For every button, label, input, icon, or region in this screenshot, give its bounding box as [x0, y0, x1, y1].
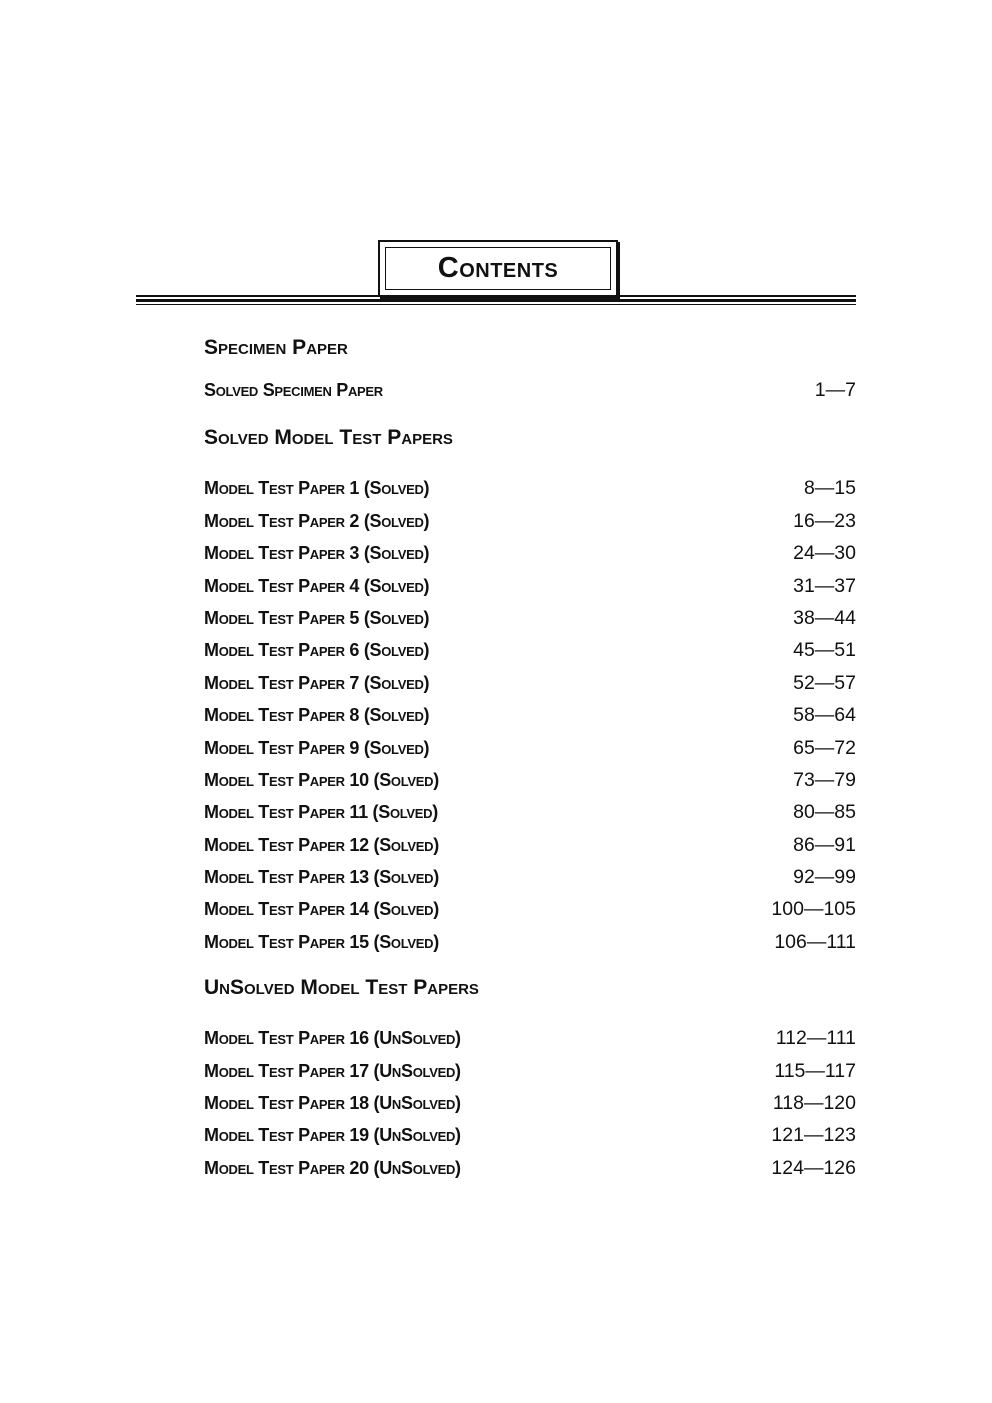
entry-label: Model Test Paper 7 (Solved): [204, 672, 430, 693]
entry-pages: 31—37: [793, 574, 856, 597]
toc-entry[interactable]: [204, 732, 856, 764]
toc-entry[interactable]: [204, 472, 856, 504]
entry-label: Model Test Paper 10 (Solved): [204, 769, 439, 790]
entry-label: Model Test Paper 15 (Solved): [204, 931, 439, 952]
entry-pages: 24—30: [793, 542, 856, 565]
section-heading: UnSolved Model Test Papers: [204, 976, 479, 1000]
toc-entry[interactable]: [204, 861, 856, 893]
entry-pages: 92—99: [793, 866, 856, 889]
entry-pages: 86—91: [793, 833, 856, 856]
entry-label: Model Test Paper 8 (Solved): [204, 705, 430, 726]
entry-label: Model Test Paper 18 (UnSolved): [204, 1093, 461, 1114]
toc-entry[interactable]: [204, 667, 856, 699]
entry-pages: 100—105: [771, 898, 856, 921]
entry-pages: 112—111: [775, 1027, 856, 1050]
toc-entry[interactable]: [204, 926, 856, 958]
toc-entry[interactable]: [204, 699, 856, 731]
toc-entry[interactable]: [204, 570, 856, 602]
entry-pages: 121—123: [771, 1124, 856, 1147]
entry-pages: 80—85: [793, 801, 856, 824]
entry-label: Model Test Paper 11 (Solved): [204, 802, 438, 823]
entry-pages: 73—79: [793, 768, 856, 791]
entry-pages: 124—126: [771, 1156, 856, 1179]
entry-pages: 115—117: [774, 1059, 856, 1082]
entry-label: Model Test Paper 12 (Solved): [204, 834, 439, 855]
toc-entry[interactable]: [204, 796, 856, 828]
title-box: [378, 240, 618, 297]
entry-label: Model Test Paper 14 (Solved): [204, 899, 439, 920]
entry-pages: 1—7: [814, 379, 856, 401]
toc-entry[interactable]: [204, 1087, 856, 1119]
entry-pages: 58—64: [793, 704, 856, 727]
entry-label: Model Test Paper 3 (Solved): [204, 543, 430, 564]
section-heading: Specimen Paper: [204, 336, 348, 359]
page-title: Contents: [437, 252, 559, 284]
entry-label: Model Test Paper 6 (Solved): [204, 640, 430, 661]
entry-label: Model Test Paper 5 (Solved): [204, 607, 430, 628]
entry-pages: 65—72: [793, 736, 856, 759]
entry-pages: 16—23: [793, 509, 856, 532]
toc-entry[interactable]: [204, 602, 856, 634]
section-heading: Solved Model Test Papers: [204, 426, 453, 450]
entry-label: Model Test Paper 16 (UnSolved): [204, 1028, 461, 1049]
toc-entry[interactable]: [204, 1119, 856, 1151]
entry-pages: 118—120: [772, 1092, 856, 1115]
title-box-inner: [385, 247, 611, 290]
entry-label: Model Test Paper 2 (Solved): [204, 510, 430, 531]
toc-entry[interactable]: [204, 634, 856, 666]
toc-entry[interactable]: [204, 1152, 856, 1184]
toc-entry[interactable]: [204, 829, 856, 861]
divider-rule: [136, 295, 856, 297]
entry-label: Model Test Paper 17 (UnSolved): [204, 1060, 461, 1081]
toc-entry[interactable]: [204, 374, 856, 406]
toc-entry[interactable]: [204, 537, 856, 569]
toc-entry[interactable]: [204, 1022, 856, 1054]
entry-pages: 106—111: [774, 930, 856, 953]
entry-pages: 8—15: [803, 477, 856, 500]
entry-pages: 52—57: [793, 671, 856, 694]
toc-entry[interactable]: [204, 764, 856, 796]
entry-pages: 38—44: [793, 606, 856, 629]
toc-entry[interactable]: [204, 893, 856, 925]
toc-entry[interactable]: [204, 505, 856, 537]
entry-label: Model Test Paper 1 (Solved): [204, 478, 430, 499]
entry-pages: 45—51: [793, 639, 856, 662]
entry-label: Model Test Paper 19 (UnSolved): [204, 1125, 461, 1146]
entry-label: Model Test Paper 4 (Solved): [204, 575, 430, 596]
entry-label: Solved Specimen Paper: [204, 380, 383, 400]
entry-label: Model Test Paper 13 (Solved): [204, 867, 439, 888]
toc-entry[interactable]: [204, 1055, 856, 1087]
divider-rule: [136, 304, 856, 305]
entry-label: Model Test Paper 20 (UnSolved): [204, 1157, 461, 1178]
divider-rule: [136, 299, 856, 302]
entry-label: Model Test Paper 9 (Solved): [204, 737, 430, 758]
contents-list: [204, 334, 856, 1184]
